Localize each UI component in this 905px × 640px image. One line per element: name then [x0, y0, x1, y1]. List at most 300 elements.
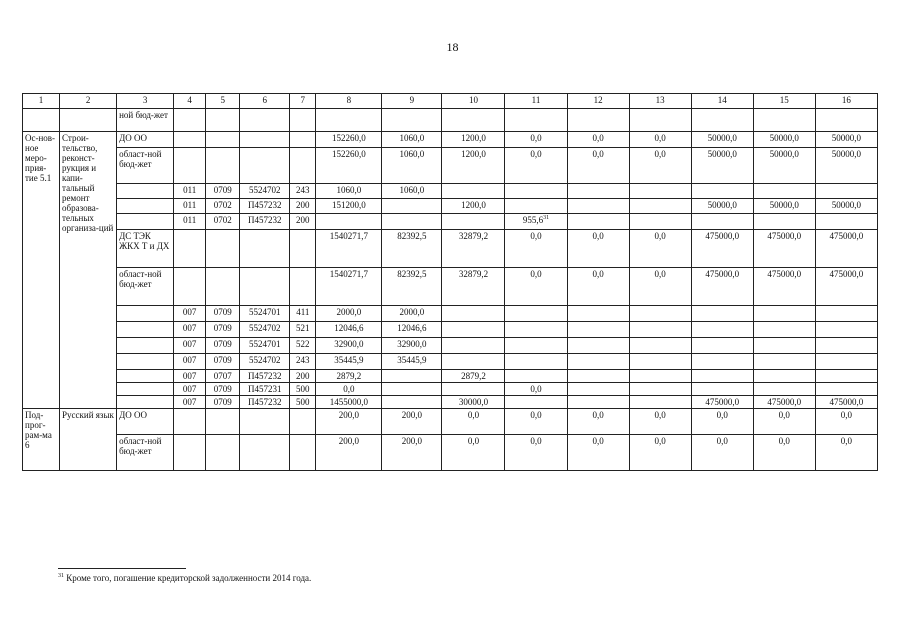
table-cell [290, 214, 316, 230]
cell-text: 5524702 [248, 323, 281, 333]
table-cell [815, 383, 877, 396]
table-cell [691, 383, 753, 396]
table-cell [815, 409, 877, 435]
cell-text: 1060,0 [399, 133, 425, 143]
table-cell [629, 306, 691, 322]
table-cell [567, 148, 629, 184]
cell-text: 0709 [213, 307, 232, 317]
table-cell [629, 214, 691, 230]
cell-text: 0,0 [654, 231, 666, 241]
table-cell [382, 370, 442, 383]
cell-text: 475000,0 [705, 231, 740, 241]
cell-text: 243 [296, 185, 310, 195]
table-cell [382, 230, 442, 268]
table-cell [382, 306, 442, 322]
table-cell [206, 230, 240, 268]
cell-text: 200,0 [401, 410, 422, 420]
column-header: 7 [290, 94, 316, 109]
cell-text: 30000,0 [458, 397, 489, 407]
table-cell [629, 338, 691, 354]
cell-text: 011 [183, 185, 197, 195]
cell-text: 1540271,7 [329, 231, 368, 241]
table-cell [174, 230, 206, 268]
column-header: 6 [240, 94, 290, 109]
cell-text: Под-прог-рам-ма 6 [25, 410, 52, 450]
table-cell [753, 230, 815, 268]
table-cell [316, 306, 382, 322]
table-cell [290, 109, 316, 132]
table-cell [629, 435, 691, 471]
table-cell [382, 383, 442, 396]
table-cell [442, 409, 505, 435]
table-row [23, 322, 878, 338]
table-cell [753, 435, 815, 471]
table-cell [567, 132, 629, 148]
cell-text: 007 [182, 397, 197, 407]
table-cell [290, 396, 316, 409]
cell-text: 5524702 [248, 355, 281, 365]
cell-text: 35445,9 [334, 355, 364, 365]
table-cell [691, 354, 753, 370]
table-cell [815, 268, 877, 306]
table-cell [117, 268, 174, 306]
cell-text: област-ной бюд-жет [119, 149, 162, 169]
table-cell [505, 306, 567, 322]
table-cell [567, 306, 629, 322]
table-cell [240, 435, 290, 471]
column-header: 15 [753, 94, 815, 109]
table-cell [567, 230, 629, 268]
cell-text: 2879,2 [461, 371, 486, 381]
table-cell [505, 409, 567, 435]
cell-text: 1060,0 [336, 185, 362, 195]
table-cell [753, 370, 815, 383]
cell-text: 82392,5 [397, 231, 427, 241]
table-cell [316, 409, 382, 435]
cell-text: 151200,0 [331, 200, 366, 210]
footnote-reference: 31 [543, 215, 550, 221]
table-cell [691, 148, 753, 184]
table-row [23, 383, 878, 396]
cell-text: 475000,0 [829, 231, 864, 241]
table-cell [316, 199, 382, 214]
table-cell [117, 214, 174, 230]
cell-text: 007 [182, 307, 197, 317]
table-cell [290, 268, 316, 306]
column-header: 8 [316, 94, 382, 109]
table-cell [117, 338, 174, 354]
table-cell [442, 199, 505, 214]
header-row [23, 94, 878, 109]
cell-text: Ос-нов-ное меро-прия-тие 5.1 [25, 133, 56, 183]
table-cell [174, 409, 206, 435]
cell-text: 1060,0 [399, 185, 425, 195]
table-cell [629, 184, 691, 199]
table-cell [117, 396, 174, 409]
table-cell [206, 396, 240, 409]
cell-text: 1060,0 [399, 149, 425, 159]
table-cell [629, 409, 691, 435]
cell-text: 50000,0 [831, 149, 862, 159]
table-cell [442, 370, 505, 383]
cell-text: 200 [296, 371, 310, 381]
table-cell [206, 184, 240, 199]
cell-text: 0,0 [467, 410, 480, 420]
table-cell [382, 396, 442, 409]
table-cell [174, 435, 206, 471]
table-cell [60, 132, 117, 409]
table-cell [290, 322, 316, 338]
table-cell [567, 199, 629, 214]
cell-text: 0,0 [654, 133, 666, 143]
table-cell [316, 396, 382, 409]
table-cell [753, 383, 815, 396]
cell-text: 0,0 [343, 384, 355, 394]
cell-text: 0,0 [654, 149, 666, 159]
cell-text: 0,0 [530, 231, 542, 241]
table-cell [505, 268, 567, 306]
cell-text: 0,0 [467, 436, 480, 446]
table-row [23, 354, 878, 370]
cell-text: 0,0 [592, 149, 604, 159]
table-cell [290, 199, 316, 214]
column-header: 4 [174, 94, 206, 109]
table-cell [691, 199, 753, 214]
table-row [23, 184, 878, 199]
table-cell [753, 306, 815, 322]
table-cell [240, 132, 290, 148]
cell-text: 475000,0 [705, 397, 740, 407]
cell-text: 32879,2 [458, 269, 489, 279]
table-cell [382, 409, 442, 435]
table-cell [290, 354, 316, 370]
column-header: 5 [206, 94, 240, 109]
table-cell [316, 268, 382, 306]
table-cell [206, 148, 240, 184]
table-cell [240, 109, 290, 132]
table-cell [753, 184, 815, 199]
cell-text: 0709 [213, 355, 232, 365]
cell-text: 50000,0 [831, 133, 862, 143]
table-cell [174, 214, 206, 230]
table-cell [567, 322, 629, 338]
cell-text: 0,0 [592, 133, 604, 143]
footnote-divider [58, 568, 186, 569]
table-cell [442, 354, 505, 370]
cell-text: 2000,0 [399, 307, 425, 317]
table-cell [290, 383, 316, 396]
cell-text: П457232 [247, 200, 282, 210]
table-cell [753, 409, 815, 435]
table-cell [206, 214, 240, 230]
table-row [23, 199, 878, 214]
table-cell [815, 230, 877, 268]
table-cell [316, 435, 382, 471]
table-cell [442, 435, 505, 471]
table-cell [174, 354, 206, 370]
table-cell [442, 184, 505, 199]
cell-text: 1540271,7 [329, 269, 368, 279]
table-cell [815, 396, 877, 409]
cell-text: област-ной бюд-жет [119, 269, 162, 289]
footnote [58, 573, 311, 583]
table-cell [442, 214, 505, 230]
table-cell [567, 383, 629, 396]
cell-text: 007 [182, 355, 197, 365]
table-cell [753, 148, 815, 184]
table-cell [206, 109, 240, 132]
cell-text: 500 [296, 397, 310, 407]
table-cell [240, 338, 290, 354]
table-cell [505, 214, 567, 230]
table-cell [174, 148, 206, 184]
table-cell [206, 370, 240, 383]
cell-text: 0,0 [530, 410, 542, 420]
table-cell [691, 109, 753, 132]
table-cell [691, 306, 753, 322]
table-cell [567, 184, 629, 199]
table-cell [691, 230, 753, 268]
table-cell [815, 306, 877, 322]
table-cell [567, 268, 629, 306]
table-cell [23, 409, 60, 471]
table-cell [382, 338, 442, 354]
table-cell [629, 132, 691, 148]
cell-text: 475000,0 [829, 269, 864, 279]
table-cell [206, 435, 240, 471]
table-cell [753, 396, 815, 409]
cell-text: 200 [296, 200, 310, 210]
table-cell [240, 268, 290, 306]
table-cell [206, 354, 240, 370]
table-cell [316, 109, 382, 132]
cell-text: 0,0 [530, 149, 542, 159]
table-cell [505, 230, 567, 268]
table-cell [117, 322, 174, 338]
table-cell [240, 370, 290, 383]
cell-text: 0,0 [716, 410, 728, 420]
cell-text: 475000,0 [767, 231, 802, 241]
cell-text: 0702 [213, 215, 232, 225]
cell-text: П457232 [247, 397, 282, 407]
table-cell [691, 184, 753, 199]
table-cell [174, 396, 206, 409]
cell-text: 5524702 [248, 185, 281, 195]
table-cell [815, 214, 877, 230]
table-cell [753, 354, 815, 370]
table-cell [240, 396, 290, 409]
table-cell [290, 409, 316, 435]
cell-text: 007 [182, 323, 197, 333]
table-cell [505, 370, 567, 383]
table-cell [316, 383, 382, 396]
table-cell [174, 322, 206, 338]
table-cell [382, 148, 442, 184]
table-cell [629, 383, 691, 396]
table-cell [23, 132, 60, 409]
cell-text: 50000,0 [707, 200, 737, 210]
table-cell [505, 354, 567, 370]
cell-text: 32879,2 [458, 231, 489, 241]
table-cell [691, 322, 753, 338]
cell-text: 011 [183, 215, 197, 225]
table-cell [117, 148, 174, 184]
cell-text: 152260,0 [331, 133, 366, 143]
table-cell [815, 322, 877, 338]
table-cell [206, 338, 240, 354]
table-row [23, 148, 878, 184]
table-cell [629, 322, 691, 338]
table-cell [382, 132, 442, 148]
table-row [23, 306, 878, 322]
table-cell [691, 268, 753, 306]
cell-text: 0,0 [592, 436, 604, 446]
table-cell [629, 230, 691, 268]
cell-text: 0709 [213, 397, 232, 407]
cell-text: Русский язык [62, 410, 114, 420]
column-header: 1 [23, 94, 60, 109]
table-cell [382, 268, 442, 306]
table-cell [442, 383, 505, 396]
cell-text: 1455000,0 [329, 397, 368, 407]
table-cell [567, 435, 629, 471]
table-cell [174, 199, 206, 214]
table-cell [316, 354, 382, 370]
table-cell [316, 148, 382, 184]
cell-text: 0,0 [654, 410, 666, 420]
table-cell [505, 184, 567, 199]
table-cell [240, 184, 290, 199]
cell-text: 50000,0 [707, 133, 737, 143]
table-cell [691, 370, 753, 383]
table-cell [629, 396, 691, 409]
table-cell [290, 230, 316, 268]
table-cell [316, 230, 382, 268]
cell-text: 0,0 [778, 410, 790, 420]
table-cell [382, 435, 442, 471]
column-header: 11 [505, 94, 567, 109]
cell-text: 955,6 [522, 215, 544, 225]
cell-text: 5524701 [248, 307, 281, 317]
table-cell [442, 322, 505, 338]
table-cell [629, 370, 691, 383]
column-header: 2 [60, 94, 117, 109]
table-cell [290, 435, 316, 471]
table-cell [815, 435, 877, 471]
cell-text: П457231 [247, 384, 282, 394]
cell-text: област-ной бюд-жет [119, 436, 162, 456]
table-row [23, 409, 878, 435]
table-cell [505, 435, 567, 471]
cell-text: 50000,0 [769, 133, 799, 143]
table-cell [505, 322, 567, 338]
table-row [23, 214, 878, 230]
cell-text: 1200,0 [461, 149, 486, 159]
cell-text: 0,0 [716, 436, 728, 446]
table-cell [117, 230, 174, 268]
cell-text: 0,0 [592, 231, 604, 241]
footnote-text: Кроме того, погашение кредиторской задолженности 2014 года. [64, 573, 312, 583]
cell-text: 0709 [213, 323, 232, 333]
cell-text: 475000,0 [767, 269, 802, 279]
table-cell [240, 230, 290, 268]
table-cell [206, 132, 240, 148]
cell-text: 500 [296, 384, 310, 394]
table-cell [206, 322, 240, 338]
table-cell [174, 132, 206, 148]
table-cell [753, 338, 815, 354]
table-cell [382, 199, 442, 214]
table-cell [567, 338, 629, 354]
cell-text: 0,0 [530, 436, 542, 446]
cell-text: ДО ОО [119, 410, 147, 420]
table-cell [174, 268, 206, 306]
table-cell [117, 199, 174, 214]
table-cell [691, 338, 753, 354]
cell-text: 32900,0 [397, 339, 427, 349]
table-cell [240, 383, 290, 396]
table-cell [815, 109, 877, 132]
table-row [23, 268, 878, 306]
table-cell [316, 370, 382, 383]
cell-text: 5524701 [248, 339, 281, 349]
table-cell [442, 109, 505, 132]
table-cell [206, 199, 240, 214]
table-cell [206, 306, 240, 322]
cell-text: 0,0 [778, 436, 790, 446]
cell-text: 35445,9 [397, 355, 427, 365]
table-cell [316, 214, 382, 230]
table-row [23, 230, 878, 268]
table-cell [240, 199, 290, 214]
table-cell [290, 184, 316, 199]
cell-text: 1200,0 [461, 200, 486, 210]
cell-text: 475000,0 [705, 269, 740, 279]
table-cell [117, 354, 174, 370]
cell-text: 475000,0 [829, 397, 864, 407]
cell-text: 200,0 [338, 436, 359, 446]
table-row [23, 132, 878, 148]
column-header: 12 [567, 94, 629, 109]
table-cell [442, 148, 505, 184]
cell-text: 0,0 [530, 269, 542, 279]
cell-text: 50000,0 [769, 149, 799, 159]
table-cell [505, 199, 567, 214]
table-cell [505, 132, 567, 148]
table-cell [316, 132, 382, 148]
table-cell [567, 109, 629, 132]
cell-text: 50000,0 [769, 200, 799, 210]
table-cell [60, 109, 117, 132]
table-cell [567, 396, 629, 409]
cell-text: ДО ОО [119, 133, 147, 143]
cell-text: 200,0 [401, 436, 422, 446]
table-cell [815, 370, 877, 383]
table-cell [206, 409, 240, 435]
table-cell [442, 132, 505, 148]
table-row [23, 370, 878, 383]
table-cell [753, 214, 815, 230]
table-cell [815, 199, 877, 214]
table-cell [290, 338, 316, 354]
cell-text: П457232 [247, 215, 282, 225]
table-cell [117, 306, 174, 322]
cell-text: 0,0 [592, 410, 604, 420]
cell-text: 0,0 [530, 384, 542, 394]
cell-text: 0709 [213, 185, 232, 195]
table-cell [815, 338, 877, 354]
table-cell [505, 396, 567, 409]
